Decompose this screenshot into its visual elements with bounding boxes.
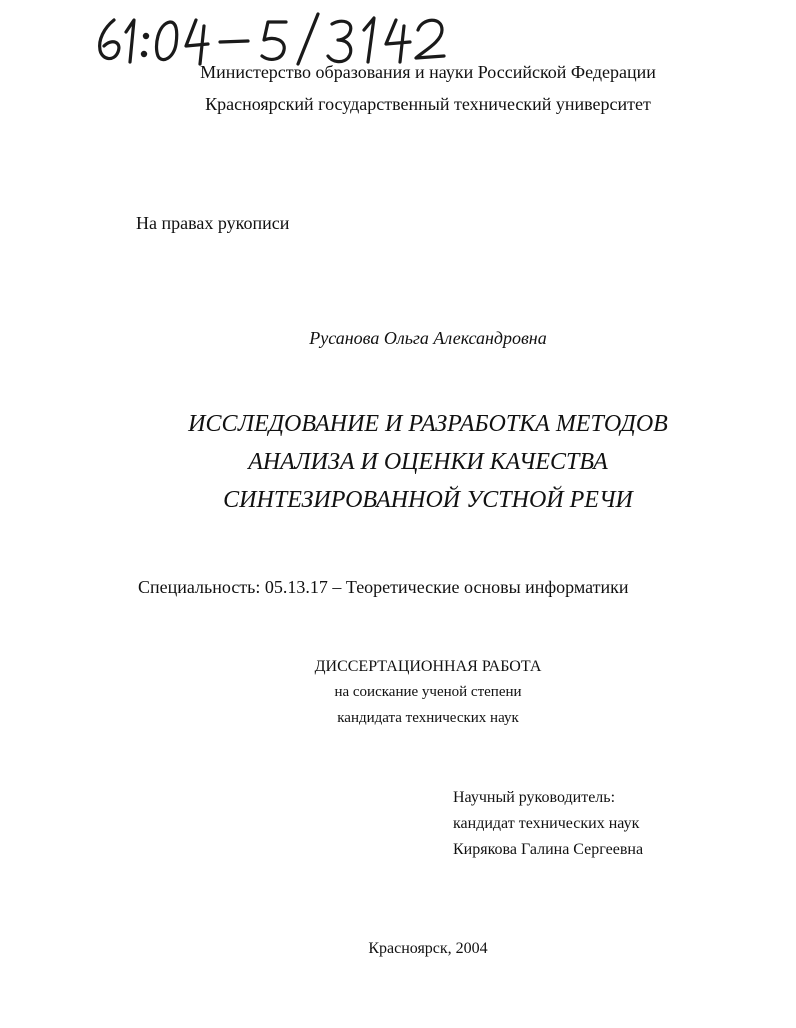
author-name: Русанова Ольга Александровна bbox=[309, 328, 547, 348]
advisor-degree: кандидат технических наук bbox=[453, 815, 640, 832]
dissertation-type: ДИССЕРТАЦИОННАЯ РАБОТА bbox=[314, 658, 542, 675]
title-line-1: ИССЛЕДОВАНИЕ И РАЗРАБОТКА МЕТОДОВ bbox=[188, 411, 668, 437]
advisor-name: Кирякова Галина Сергеевна bbox=[453, 841, 644, 858]
city-year: Красноярск, 2004 bbox=[368, 940, 488, 957]
handwritten-registration-code bbox=[92, 6, 492, 70]
manuscript-rights-note: На правах рукописи bbox=[136, 213, 290, 233]
dissertation-degree: кандидата технических наук bbox=[337, 710, 519, 726]
dissertation-purpose: на соискание ученой степени bbox=[334, 684, 522, 700]
dissertation-title bbox=[0, 405, 796, 519]
specialty-line: Специальность: 05.13.17 – Теоретические основы информатики bbox=[138, 577, 629, 597]
title-line-2: АНАЛИЗА И ОЦЕНКИ КАЧЕСТВА bbox=[248, 449, 608, 475]
university-name: Красноярский государственный технический университет bbox=[205, 94, 651, 114]
handwritten-code-drawing bbox=[92, 6, 492, 70]
dissertation-type-block bbox=[0, 655, 796, 731]
ministry-name: Министерство образования и науки Российской Федерации bbox=[200, 62, 656, 82]
title-line-3: СИНТЕЗИРОВАННОЙ УСТНОЙ РЕЧИ bbox=[223, 487, 633, 513]
advisor-label: Научный руководитель: bbox=[453, 789, 616, 806]
scientific-advisor-block bbox=[453, 785, 643, 863]
